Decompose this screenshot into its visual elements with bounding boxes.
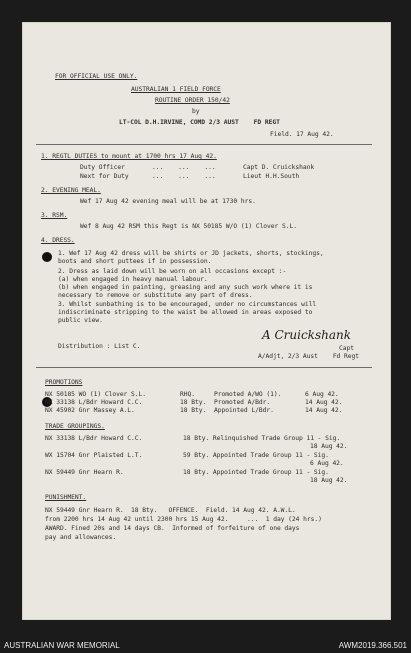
duty-role: Duty Officer xyxy=(80,164,125,171)
signature: A Cruickshank xyxy=(262,328,351,342)
dress-line: boots and short puttees if in possession. xyxy=(58,258,212,265)
promotion-unit: RHQ. xyxy=(180,391,195,398)
promotion-soldier: NX 45902 Gnr Massey A.L. xyxy=(45,407,135,414)
evening-meal-text: Wef 17 Aug 42 evening meal will be at 1730 hrs. xyxy=(80,198,256,205)
punishment-line: pay and allowances. xyxy=(45,534,117,541)
distribution-line: Distribution : List C. xyxy=(58,343,141,350)
signatory-rank: Capt xyxy=(339,345,354,352)
order-number: ROUTINE ORDER 150/42 xyxy=(155,97,230,104)
dress-line: 1. Wef 17 Aug 42 dress will be shirts or JD jackets, shorts, stockings, xyxy=(58,250,324,257)
duty-dots: ... ... ... xyxy=(152,164,216,171)
punch-hole-top xyxy=(42,252,52,262)
promotion-date: 14 Aug 42. xyxy=(305,407,343,414)
header-divider xyxy=(36,144,372,145)
dress-line: (a) when engaged in heavy manual labour. xyxy=(58,276,208,283)
promotion-action: Appointed L/Bdr. xyxy=(214,407,274,414)
promotion-date: 6 Aug 42. xyxy=(305,391,339,398)
promotion-unit: 18 Bty. xyxy=(180,407,207,414)
promotion-date: 14 Aug 42. xyxy=(305,399,343,406)
duty-name: Capt D. Cruickshank xyxy=(243,164,315,171)
duties-heading: 1. REGTL DUTIES to mount at 1700 hrs 17 Aug 42. xyxy=(41,153,217,160)
trade-action: 18 Bty. Relinquished Trade Group 11 - Sig. xyxy=(183,435,341,442)
trade-soldier: NX 59449 Gnr Hearn R. xyxy=(45,469,124,476)
promotion-unit: 18 Bty. xyxy=(180,399,207,406)
dress-line: necessary to remove or substitute any part of dress. xyxy=(58,292,253,299)
dress-line: (b) when engaged in painting, greasing and any such work where it is xyxy=(58,284,313,291)
duty-name: Lieut H.H.South xyxy=(243,173,300,180)
promotion-soldier: NX 50185 WO (1) Clover S.L. xyxy=(45,391,147,398)
punishment-line: AWARD. Fined 20s and 14 days CB. Informed of forfeiture of one days xyxy=(45,525,300,532)
trade-soldier: NX 33138 L/Bdr Howard C.C. xyxy=(45,435,143,442)
archive-source: AUSTRALIAN WAR MEMORIAL xyxy=(4,641,120,650)
dress-line: 3. Whilst sunbathing is to be encouraged, under no circumstances will xyxy=(58,301,317,308)
rsm-text: Wef 8 Aug 42 RSM this Regt is NX 50185 W/O (1) Clover S.L. xyxy=(80,223,297,230)
unit-title: AUSTRALIAN 1 FIELD FORCE xyxy=(131,86,221,93)
duty-role: Next for Duty xyxy=(80,173,129,180)
dress-line: indiscriminate stripping to the waist be allowed in areas exposed to xyxy=(58,309,313,316)
trade-date: 18 Aug 42. xyxy=(310,477,348,484)
place-date: Field. 17 Aug 42. xyxy=(270,131,334,138)
punishment-line: from 2200 hrs 14 Aug 42 until 2300 hrs 15 Aug 42. ... 1 day (24 hrs.) xyxy=(45,516,322,523)
promotion-soldier: NX 33138 L/Bdr Howard C.C. xyxy=(45,399,143,406)
trade-action: 59 Bty. Appointed Trade Group 11 - Sig. xyxy=(183,452,329,459)
rsm-heading: 3. RSM. xyxy=(41,212,68,219)
dress-line: public view. xyxy=(58,317,103,324)
evening-meal-heading: 2. EVENING MEAL. xyxy=(41,187,101,194)
restricted-marking: FOR OFFICIAL USE ONLY. xyxy=(55,73,138,80)
dress-line: 2. Dress as laid down will be worn on all occasions except :- xyxy=(58,268,287,275)
trade-soldier: WX 15704 Gnr Plaisted L.T. xyxy=(45,452,143,459)
promotion-action: Promoted A/WO (1). xyxy=(214,391,282,398)
by-line: by xyxy=(192,108,200,115)
punishment-heading: PUNISHMENT. xyxy=(45,494,87,501)
promotions-heading: PROMOTIONS xyxy=(45,379,83,386)
trade-date: 18 Aug 42. xyxy=(310,443,348,450)
punishment-line: NX 59449 Gnr Hearn R. 18 Bty. OFFENCE. Field. 14 Aug 42. A.W.L. xyxy=(45,507,296,514)
archive-id: AWM2019.366.501 xyxy=(338,641,407,650)
signatory-appointment: A/Adjt, 2/3 Aust Fd Regt xyxy=(258,353,360,360)
trade-groupings-heading: TRADE GROUPINGS. xyxy=(45,423,105,430)
archive-footer xyxy=(0,639,411,653)
promotion-action: Promoted A/Bdr. xyxy=(214,399,271,406)
trade-date: 6 Aug 42. xyxy=(310,460,344,467)
section-divider xyxy=(36,367,372,368)
dress-heading: 4. DRESS. xyxy=(41,237,75,244)
duty-dots: ... ... ... xyxy=(152,173,216,180)
trade-action: 18 Bty. Appointed Trade Group 11 - Sig. xyxy=(183,469,329,476)
commander-line: LT-COL D.H.IRVINE, COMD 2/3 AUST FD REGT xyxy=(119,119,280,126)
